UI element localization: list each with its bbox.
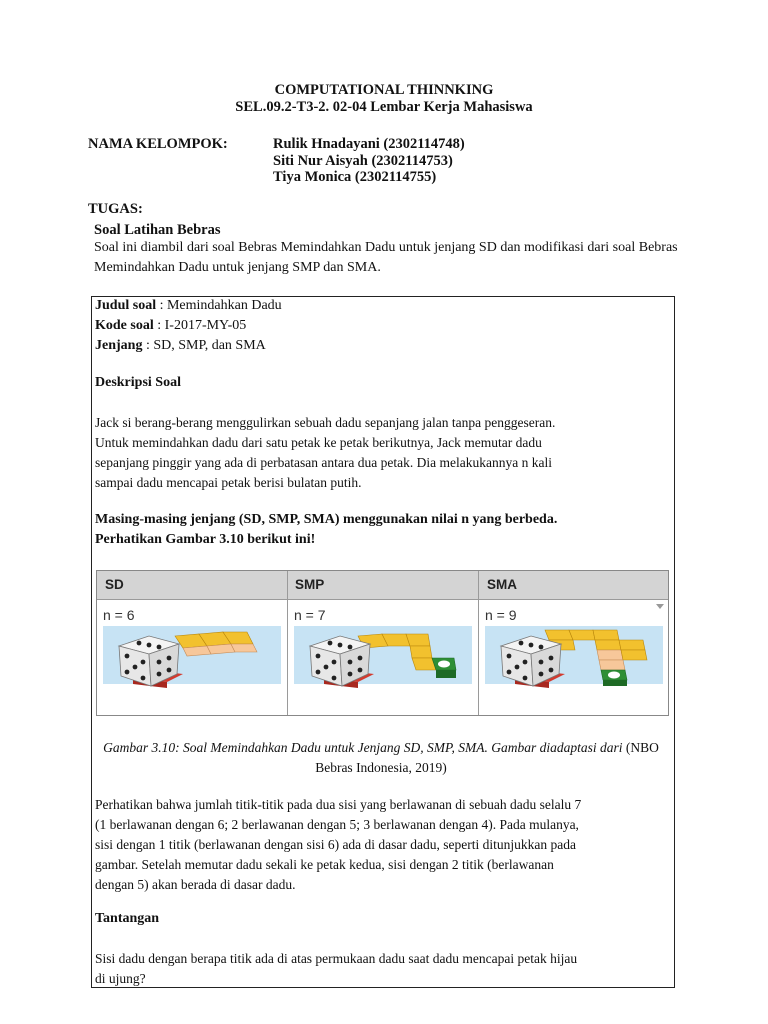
soal-title: Soal Latihan Bebras [94, 222, 221, 238]
caption-italic: Gambar 3.10: Soal Memindahkan Dadu untuk Jenjang SD, SMP, SMA. Gambar diadaptasi dari [103, 740, 623, 755]
instruction-bold [95, 510, 661, 550]
text-line: Perhatikan bahwa jumlah titik-titik pada dua sisi yang berlawanan di sebuah dadu selalu 7 [95, 797, 582, 812]
kode-value: : I-2017-MY-05 [153, 318, 247, 333]
perhatikan-paragraph [95, 795, 661, 895]
figure-header-row [97, 571, 668, 600]
text-line: sampai dadu mencapai petak berisi bulatan putih. [95, 475, 362, 490]
kode-row [95, 318, 246, 334]
text-line: Masing-masing jenjang (SD, SMP, SMA) menggunakan nilai n yang berbeda. [95, 512, 558, 527]
text-line: Sisi dadu dengan berapa titik ada di atas permukaan dadu saat dadu mencapai petak hijau [95, 951, 578, 966]
jenjang-label: Jenjang [95, 338, 143, 353]
doc-title: COMPUTATIONAL THINNKING [274, 82, 494, 98]
jenjang-value: : SD, SMP, dan SMA [142, 338, 266, 353]
text-line: Jack si berang-berang menggulirkan sebuah dadu sepanjang jalan tanpa penggeseran. [95, 415, 556, 430]
text-line: Untuk memindahkan dadu dari satu petak ke petak berikutnya, Jack memutar dadu [95, 435, 542, 450]
member-name: Tiya Monica (2302114755) [273, 169, 437, 185]
member-name: Rulik Hnadayani (2302114748) [273, 136, 465, 152]
column-header-sd: SD [105, 577, 124, 592]
n-label-sd: n = 6 [103, 607, 135, 623]
tugas-heading: TUGAS: [88, 201, 143, 217]
n-label-smp: n = 7 [294, 607, 326, 623]
text-line: gambar. Setelah memutar dadu sekali ke petak kedua, sisi dengan 2 titik (berlawanan [95, 857, 554, 872]
deskripsi-heading: Deskripsi Soal [95, 375, 181, 390]
judul-label: Judul soal [95, 298, 157, 313]
doc-subtitle: SEL.09.2-T3-2. 02-04 Lembar Kerja Mahasiswa [235, 99, 533, 115]
dropdown-arrow-icon [656, 604, 664, 609]
text-line: sepanjang pinggir yang ada di perbatasan antara dua petak. Dia melakukannya n kali [95, 455, 552, 470]
dice-path-smp-image [294, 626, 472, 696]
column-header-sma: SMA [487, 577, 517, 592]
kode-label: Kode soal [95, 318, 154, 333]
dice-path-sd-image [103, 626, 281, 696]
tantangan-heading: Tantangan [95, 911, 160, 926]
judul-value: : Memindahkan Dadu [156, 298, 282, 313]
column-divider [478, 571, 479, 715]
column-divider [287, 571, 288, 715]
figure-dice-paths [96, 570, 669, 716]
text-line: sisi dengan 1 titik (berlawanan dengan sisi 6) ada di dasar dadu, seperti ditunjukkan pada [95, 837, 576, 852]
member-name: Siti Nur Aisyah (2302114753) [273, 152, 453, 169]
figure-caption [95, 738, 667, 778]
jenjang-row [95, 338, 266, 354]
text-line: (1 berlawanan dengan 6; 2 berlawanan dengan 5; 3 berlawanan dengan 4). Pada mulanya, [95, 817, 579, 832]
tantangan-paragraph [95, 949, 661, 989]
text-line: Perhatikan Gambar 3.10 berikut ini! [95, 532, 316, 547]
intro-paragraph: Soal ini diambil dari soal Bebras Memindahkan Dadu untuk jenjang SD dan modifikasi dari soal Bebras Memindahkan Dadu untuk jenjang SMP dan SMA. [94, 240, 678, 275]
column-header-smp: SMP [295, 577, 325, 592]
kelompok-members [273, 136, 465, 186]
dice-path-sma-image [485, 626, 663, 696]
kelompok-label: NAMA KELOMPOK: [88, 136, 228, 152]
text-line: dengan 5) akan berada di dasar dadu. [95, 877, 296, 892]
deskripsi-paragraph [95, 413, 661, 493]
n-label-sma: n = 9 [485, 607, 517, 623]
caption-source: (NBO Bebras Indonesia, 2019) [315, 740, 659, 775]
text-line: di ujung? [95, 971, 146, 986]
judul-row [95, 298, 282, 314]
